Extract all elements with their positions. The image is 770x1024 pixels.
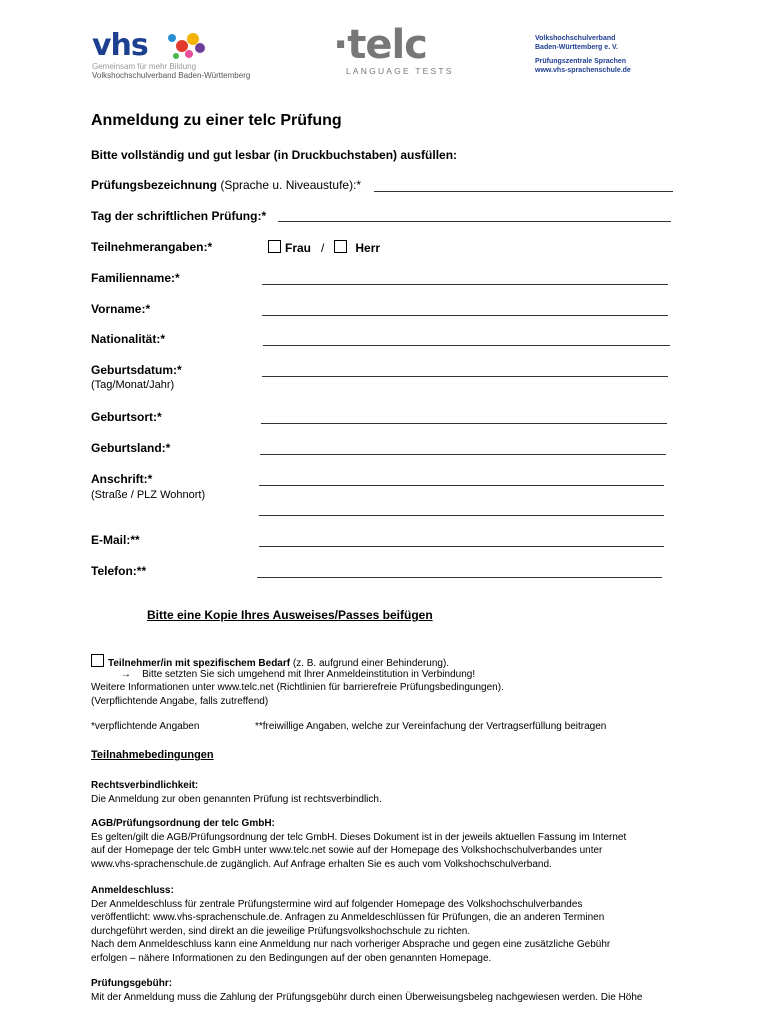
org-line-1: Volkshochschulverband xyxy=(535,35,616,42)
deadline-text-5: erfolgen – nähere Informationen zu den Bedingungen auf der oben genannten Homepage. xyxy=(91,952,492,964)
address-label: Anschrift:* xyxy=(91,472,153,486)
vhs-logo-subtitle xyxy=(92,62,250,80)
vhs-logo-wordmark: vhs xyxy=(92,28,148,63)
legend-required: *verpflichtende Angaben xyxy=(91,721,200,732)
address-hint: (Straße / PLZ Wohnort) xyxy=(91,489,206,501)
phone-field[interactable] xyxy=(257,577,662,578)
family-name-label: Familienname:* xyxy=(91,271,180,285)
deadline-text-4: Nach dem Anmeldeschluss kann eine Anmeldung nur nach vorheriger Absprache und gegen eine zusätzliche Gebühr xyxy=(91,939,611,950)
deadline-text-3: durchgeführt werden, sind direkt an die jeweilige Prüfungsvolkshochschule zu richten. xyxy=(91,925,471,937)
first-name-label: Vorname:* xyxy=(91,302,151,316)
vhs-logo xyxy=(92,28,262,84)
telc-logo-tagline: LANGUAGE TESTS xyxy=(346,66,454,76)
legend-optional: **freiwillige Angaben, welche zur Vereinfachung der Vertragserfüllung beitragen xyxy=(255,721,607,732)
exam-name-field[interactable] xyxy=(374,191,673,192)
fee-section xyxy=(91,977,642,1004)
vhs-subtitle-line2: Volkshochschulverband Baden-Württemberg xyxy=(92,71,251,80)
terms-text-2: auf der Homepage der telc GmbH unter www.telc.net sowie auf der Homepage des Volkshochschulverbandes unter xyxy=(91,845,603,856)
herr-label: Herr xyxy=(355,241,381,255)
legal-binding-section xyxy=(91,779,382,806)
frau-checkbox[interactable] xyxy=(268,240,281,253)
org-line-3: Prüfungszentrale Sprachen xyxy=(535,58,627,65)
exam-name-row xyxy=(91,178,361,192)
address-field-line2[interactable] xyxy=(259,515,664,516)
special-needs-instruction xyxy=(121,668,475,682)
deadline-text-2: veröffentlicht: www.vhs-sprachenschule.de. Anfragen zu Anmeldeschlüssen für Prüfungen, die an anderen Terminen xyxy=(91,912,605,923)
vhs-subtitle-line1: Gemeinsam für mehr Bildung xyxy=(92,62,197,71)
special-needs-checkbox[interactable] xyxy=(91,654,104,667)
special-needs-info: Weitere Informationen unter www.telc.net (Richtlinien für barrierefreie Prüfungsbedingungen). xyxy=(91,682,504,693)
participant-label: Teilnehmerangaben:* xyxy=(91,240,213,254)
vhs-logo-dots-icon xyxy=(162,30,222,62)
legal-binding-text: Die Anmeldung zur oben genannten Prüfung ist rechtsverbindlich. xyxy=(91,793,382,805)
id-copy-notice: Bitte eine Kopie Ihres Ausweises/Passes beifügen xyxy=(147,608,433,622)
family-name-field[interactable] xyxy=(262,284,668,285)
legal-binding-heading: Rechtsverbindlichkeit: xyxy=(91,780,199,791)
gender-separator: / xyxy=(321,241,325,255)
special-needs-example: (z. B. aufgrund einer Behinderung). xyxy=(290,658,450,669)
fee-text-1: Mit der Anmeldung muss die Zahlung der Prüfungsgebühr durch einen Überweisungsbeleg nachgewiesen werden. Die Höhe xyxy=(91,991,643,1003)
first-name-field[interactable] xyxy=(262,315,668,316)
org-address xyxy=(535,35,631,75)
address-field-line1[interactable] xyxy=(259,485,664,486)
org-line-2: Baden-Württemberg e. V. xyxy=(535,43,618,51)
terms-section xyxy=(91,817,626,871)
email-label: E-Mail:** xyxy=(91,533,140,547)
deadline-section xyxy=(91,884,610,965)
intro-text: Bitte vollständig und gut lesbar (in Druckbuchstaben) ausfüllen: xyxy=(91,148,458,162)
exam-name-label: Prüfungsbezeichnung xyxy=(91,178,217,192)
arrow-icon: → xyxy=(121,669,131,680)
org-line-4: www.vhs-sprachenschule.de xyxy=(535,66,631,74)
fee-heading: Prüfungsgebühr: xyxy=(91,978,173,989)
birth-date-field[interactable] xyxy=(262,376,668,377)
deadline-heading: Anmeldeschluss: xyxy=(91,885,174,896)
nationality-field[interactable] xyxy=(263,345,670,346)
nationality-label: Nationalität:* xyxy=(91,332,166,346)
telc-logo-wordmark: ·telc xyxy=(333,22,427,68)
terms-text-1: Es gelten/gilt die AGB/Prüfungsordnung der telc GmbH. Dieses Dokument ist in der jeweils aktuellen Fassung im Internet xyxy=(91,831,627,843)
phone-label: Telefon:** xyxy=(91,564,147,578)
special-needs-instruction-text: Bitte setzten Sie sich umgehend mit Ihrer Anmeldeinstitution in Verbindung! xyxy=(142,669,476,680)
exam-date-label: Tag der schriftlichen Prüfung:* xyxy=(91,209,267,223)
birth-date-label: Geburtsdatum:* xyxy=(91,363,182,377)
birth-country-field[interactable] xyxy=(260,454,666,455)
birth-date-hint: (Tag/Monat/Jahr) xyxy=(91,379,175,391)
page-title: Anmeldung zu einer telc Prüfung xyxy=(91,112,342,129)
conditions-heading: Teilnahmebedingungen xyxy=(91,749,214,761)
birth-country-label: Geburtsland:* xyxy=(91,441,171,455)
terms-heading: AGB/Prüfungsordnung der telc GmbH: xyxy=(91,818,275,829)
deadline-text-1: Der Anmeldeschluss für zentrale Prüfungstermine wird auf folgender Homepage des Volkshochschulverbandes xyxy=(91,898,583,910)
exam-name-hint: (Sprache u. Niveaustufe):* xyxy=(217,178,362,192)
exam-date-field[interactable] xyxy=(278,221,671,222)
special-needs-mandatory-note: (Verpflichtende Angabe, falls zutreffend) xyxy=(91,696,269,707)
frau-label: Frau xyxy=(285,241,312,255)
special-needs-label: Teilnehmer/in mit spezifischem Bedarf xyxy=(108,658,291,669)
birth-place-field[interactable] xyxy=(261,423,667,424)
terms-text-3: www.vhs-sprachenschule.de zugänglich. Auf Anfrage erhalten Sie es auch vom Volkshochschulverband. xyxy=(91,858,552,870)
telc-logo xyxy=(333,22,454,80)
herr-checkbox[interactable] xyxy=(334,240,347,253)
gender-choice xyxy=(268,240,380,255)
birth-place-label: Geburtsort:* xyxy=(91,410,162,424)
email-field[interactable] xyxy=(259,546,664,547)
